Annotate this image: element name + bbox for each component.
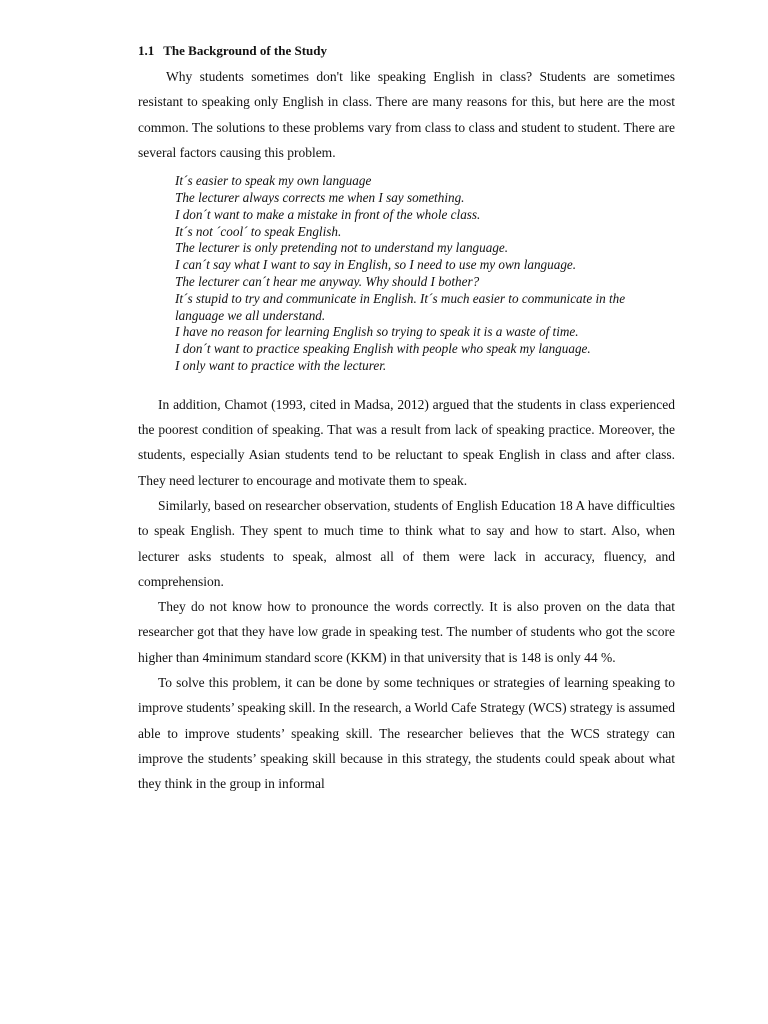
- reason-item: I only want to practice with the lecturer.: [175, 357, 387, 373]
- document-page: [138, 40, 675, 797]
- body-paragraph: To solve this problem, it can be done by some techniques or strategies of learning speaking to improve students’ speaking skill. In the research, a World Cafe Strategy (WCS) strategy is assumed able to improve students’ speaking skill. The researcher believes that the WCS strategy can improve the students’ speaking skill because in this strategy, the students could speak about what they think in the group in informal: [138, 675, 675, 792]
- reason-item: The lecturer can´t hear me anyway. Why should I bother?: [175, 273, 480, 289]
- reason-item: It´s stupid to try and communicate in English. It´s much easier to communicate in the language we all understand.: [175, 290, 626, 323]
- body-paragraph: They do not know how to pronounce the words correctly. It is also proven on the data that researcher got that they have low grade in speaking test. The number of students who got the score higher than 4minimum standard score (KKM) in that university that is 148 is only 44 %.: [138, 599, 675, 665]
- reason-item: I don´t want to make a mistake in front of the whole class.: [175, 206, 481, 222]
- body-paragraphs: [138, 392, 675, 797]
- reason-item: I can´t say what I want to say in English, so I need to use my own language.: [175, 257, 577, 273]
- section-heading: [138, 40, 675, 62]
- reason-item: The lecturer always corrects me when I say something.: [175, 189, 465, 205]
- body-paragraph: In addition, Chamot (1993, cited in Madsa, 2012) argued that the students in class experienced the poorest condition of speaking. That was a result from lack of speaking practice. Moreover, the students, especially Asian students tend to be reluctant to speak English in class and after class. They need lecturer to encourage and motivate them to speak.: [138, 396, 675, 488]
- reason-item: The lecturer is only pretending not to understand my language.: [175, 240, 509, 256]
- reason-item: It´s easier to speak my own language: [175, 173, 372, 189]
- section-title: The Background of the Study: [163, 43, 328, 58]
- intro-paragraph: Why students sometimes don't like speaking English in class? Students are sometimes resistant to speaking only English in class. There are many reasons for this, but here are the most common. The solutions to these problems vary from class to class and student to student. There are several factors causing this problem.: [138, 69, 675, 160]
- body-paragraph: Similarly, based on researcher observation, students of English Education 18 A have difficulties to speak English. They spent to much time to think what to say and how to start. Also, when lecturer asks students to speak, almost all of them were lack in accuracy, fluency, and comprehension.: [138, 497, 675, 589]
- reasons-list: [175, 173, 630, 375]
- reason-item: I don´t want to practice speaking English with people who speak my language.: [175, 341, 591, 357]
- section-number: 1.1: [138, 43, 155, 58]
- reason-item: I have no reason for learning English so trying to speak it is a waste of time.: [175, 324, 579, 340]
- reason-item: It´s not ´cool´ to speak English.: [175, 223, 342, 239]
